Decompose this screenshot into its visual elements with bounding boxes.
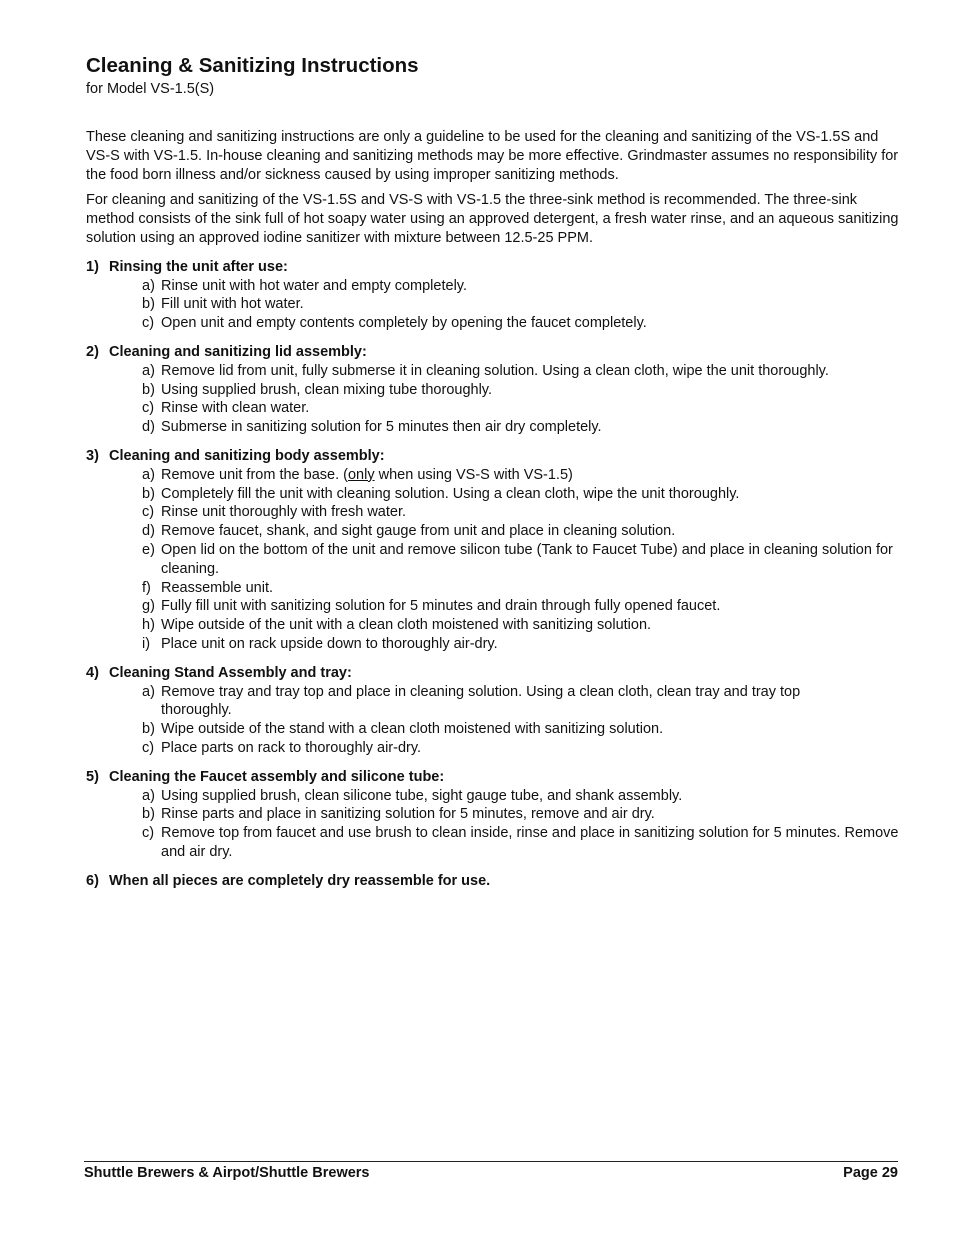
section-number: 6) bbox=[86, 872, 99, 889]
list-item bbox=[142, 541, 902, 579]
step-marker: d) bbox=[142, 523, 155, 540]
section-stand-assembly bbox=[86, 664, 902, 758]
section-number: 2) bbox=[86, 343, 99, 360]
underlined-word: only bbox=[347, 466, 375, 483]
step-text: Rinse parts and place in sanitizing solution for 5 minutes, remove and air dry. bbox=[161, 806, 655, 823]
intro-paragraph: For cleaning and sanitizing of the VS-1.5S and VS-S with VS-1.5 the three-sink method is recommended. The three-sink method consists of the sink full of hot soapy water using an approved detergent, a fresh water rinse, and an aqueous sanitizing solution using an approved iodine sanitizer with mixture between 12.5-25 PPM. bbox=[86, 192, 899, 246]
section-heading bbox=[86, 258, 902, 277]
footer-divider bbox=[84, 1161, 898, 1162]
step-marker: a) bbox=[142, 466, 155, 483]
step-list bbox=[86, 466, 902, 654]
step-list bbox=[86, 787, 902, 862]
step-text: Submerse in sanitizing solution for 5 minutes then air dry completely. bbox=[161, 419, 602, 436]
step-text: Wipe outside of the unit with a clean cloth moistened with sanitizing solution. bbox=[161, 617, 652, 634]
list-item bbox=[142, 381, 902, 400]
list-item bbox=[142, 805, 902, 824]
footer-document-title: Shuttle Brewers & Airpot/Shuttle Brewers bbox=[84, 1165, 370, 1181]
section-title: When all pieces are completely dry reassemble for use. bbox=[109, 872, 491, 889]
step-text bbox=[161, 466, 902, 485]
step-marker: e) bbox=[142, 541, 155, 558]
step-marker: g) bbox=[142, 598, 155, 615]
step-marker: b) bbox=[142, 806, 155, 823]
step-list bbox=[86, 277, 902, 333]
step-text: Wipe outside of the stand with a clean cloth moistened with sanitizing solution. bbox=[161, 721, 664, 738]
section-lid-assembly bbox=[86, 343, 902, 437]
step-text: Reassemble unit. bbox=[161, 579, 274, 596]
step-text: Rinse unit thoroughly with fresh water. bbox=[161, 504, 407, 521]
step-marker: h) bbox=[142, 617, 155, 634]
step-text: Using supplied brush, clean mixing tube thoroughly. bbox=[161, 381, 493, 398]
list-item bbox=[142, 503, 902, 522]
step-marker: b) bbox=[142, 381, 155, 398]
step-marker: c) bbox=[142, 400, 155, 417]
step-marker: c) bbox=[142, 504, 155, 521]
section-title: Cleaning the Faucet assembly and silicone tube: bbox=[109, 768, 445, 785]
section-heading bbox=[86, 343, 902, 362]
step-text: Remove lid from unit, fully submerse it in cleaning solution. Using a clean cloth, wipe the unit thoroughly. bbox=[161, 362, 829, 379]
section-title: Cleaning and sanitizing lid assembly: bbox=[109, 343, 367, 360]
list-item bbox=[142, 824, 902, 862]
list-item bbox=[142, 739, 902, 758]
list-item bbox=[142, 635, 902, 654]
section-rinsing bbox=[86, 258, 902, 333]
step-marker: a) bbox=[142, 787, 155, 804]
section-heading bbox=[86, 447, 902, 466]
list-item bbox=[142, 720, 902, 739]
step-text: Open unit and empty contents completely by opening the faucet completely. bbox=[161, 315, 647, 332]
step-marker: d) bbox=[142, 419, 155, 436]
footer-page-number: Page 29 bbox=[843, 1165, 898, 1181]
list-item bbox=[142, 522, 902, 541]
section-number: 1) bbox=[86, 258, 99, 275]
step-text: Place parts on rack to thoroughly air-dry. bbox=[161, 739, 422, 756]
step-marker: b) bbox=[142, 296, 155, 313]
step-marker: c) bbox=[142, 825, 155, 842]
step-marker: i) bbox=[142, 635, 151, 652]
section-number: 3) bbox=[86, 447, 99, 464]
list-item bbox=[142, 362, 902, 381]
step-list bbox=[86, 683, 902, 758]
list-item bbox=[142, 485, 902, 504]
step-marker: a) bbox=[142, 683, 155, 700]
section-heading bbox=[86, 664, 902, 683]
section-number: 4) bbox=[86, 664, 99, 681]
step-text: Fully fill unit with sanitizing solution for 5 minutes and drain through fully opened faucet. bbox=[161, 598, 721, 615]
list-item bbox=[142, 787, 902, 806]
list-item bbox=[142, 579, 902, 598]
list-item bbox=[142, 683, 902, 721]
section-reassemble bbox=[86, 872, 902, 891]
section-number: 5) bbox=[86, 768, 99, 785]
document-body bbox=[86, 128, 902, 890]
step-marker: f) bbox=[142, 579, 151, 596]
step-text: Using supplied brush, clean silicone tube, sight gauge tube, and shank assembly. bbox=[161, 787, 683, 804]
step-list bbox=[86, 362, 902, 437]
section-title: Rinsing the unit after use: bbox=[109, 258, 288, 275]
step-text: Open lid on the bottom of the unit and remove silicon tube (Tank to Faucet Tube) and place in cleaning solution for cleaning. bbox=[161, 541, 893, 577]
page-title: Cleaning & Sanitizing Instructions bbox=[86, 54, 419, 77]
step-marker: a) bbox=[142, 362, 155, 379]
page-subtitle: for Model VS-1.5(S) bbox=[86, 81, 215, 97]
list-item bbox=[142, 314, 902, 333]
step-text: Rinse unit with hot water and empty completely. bbox=[161, 277, 467, 294]
section-title: Cleaning Stand Assembly and tray: bbox=[109, 664, 352, 681]
intro-paragraph: These cleaning and sanitizing instructions are only a guideline to be used for the cleaning and sanitizing of the VS-1.5S and VS-S with VS-1.5. In-house cleaning and sanitizing methods may be more effective. Grindmaster assumes no responsibility for the food born illness and/or sickness caused by using improper sanitizing methods. bbox=[86, 129, 899, 183]
step-text: Completely fill the unit with cleaning solution. Using a clean cloth, wipe the unit thoroughly. bbox=[161, 485, 740, 502]
step-text-part: Remove unit from the base. ( bbox=[161, 466, 348, 483]
step-text-part: when using VS-S with VS-1.5) bbox=[374, 466, 573, 483]
section-body-assembly bbox=[86, 447, 902, 654]
section-heading bbox=[86, 768, 902, 787]
list-item bbox=[142, 418, 902, 437]
step-text: Rinse with clean water. bbox=[161, 400, 310, 417]
step-marker: b) bbox=[142, 721, 155, 738]
step-text: Place unit on rack upside down to thoroughly air-dry. bbox=[161, 635, 498, 652]
step-text: Fill unit with hot water. bbox=[161, 296, 304, 313]
list-item bbox=[142, 597, 902, 616]
list-item bbox=[142, 295, 902, 314]
list-item bbox=[142, 277, 902, 296]
step-marker: b) bbox=[142, 485, 155, 502]
step-marker: c) bbox=[142, 315, 155, 332]
list-item bbox=[142, 399, 902, 418]
step-text: Remove faucet, shank, and sight gauge from unit and place in cleaning solution. bbox=[161, 523, 676, 540]
list-item bbox=[142, 616, 902, 635]
step-marker: a) bbox=[142, 277, 155, 294]
section-faucet-assembly bbox=[86, 768, 902, 862]
section-title: Cleaning and sanitizing body assembly: bbox=[109, 447, 385, 464]
step-marker: c) bbox=[142, 739, 155, 756]
step-text: Remove tray and tray top and place in cleaning solution. Using a clean cloth, clean tray and tray top thoroughly. bbox=[161, 683, 801, 719]
section-heading bbox=[86, 872, 902, 891]
list-item bbox=[142, 466, 902, 485]
step-text: Remove top from faucet and use brush to clean inside, rinse and place in sanitizing solution for 5 minutes. Remove and air dry. bbox=[161, 825, 899, 860]
